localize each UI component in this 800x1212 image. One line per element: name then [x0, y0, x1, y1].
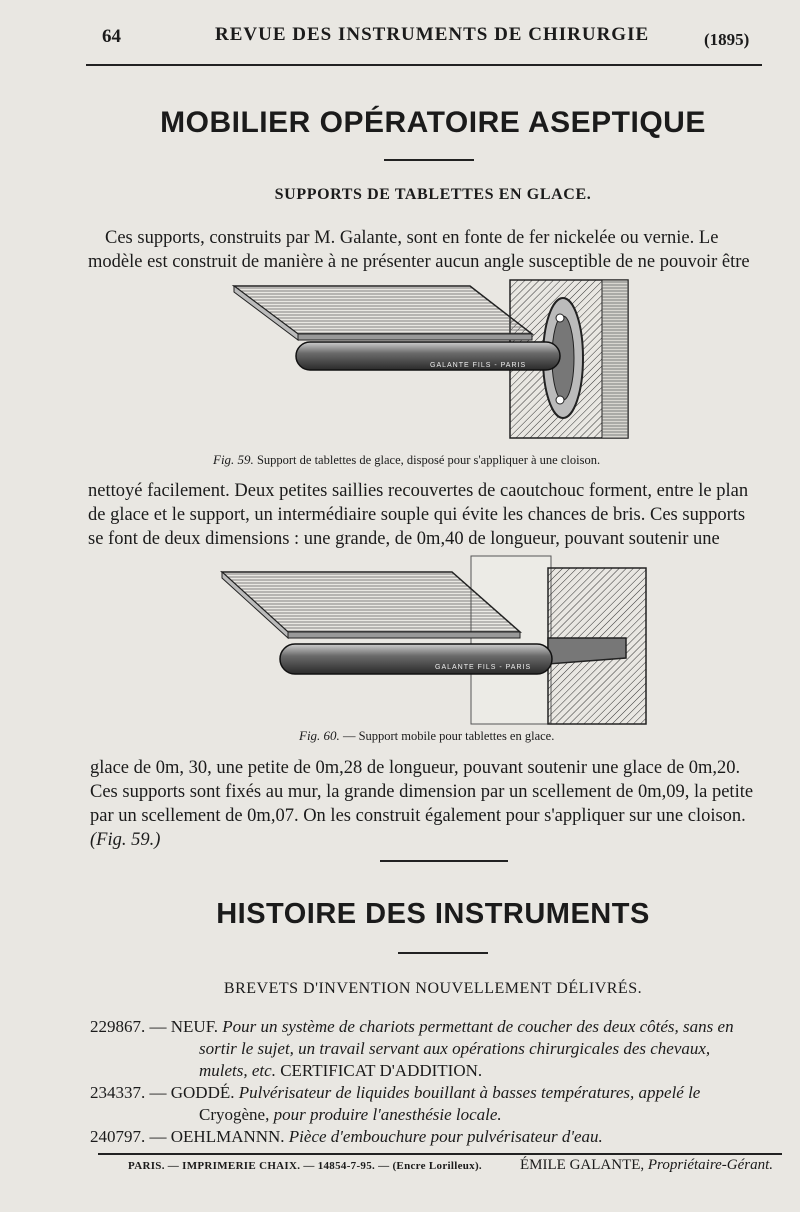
- section-separator-rule: [380, 860, 508, 862]
- patent-description: Pièce d'embouchure pour pulvérisateur d'eau.: [288, 1127, 603, 1146]
- subsection-title-brevets: BREVETS D'INVENTION NOUVELLEMENT DÉLIVRÉS.: [223, 980, 643, 997]
- figure-59-caption-ref: Fig. 59.: [213, 452, 254, 467]
- patent-description-end: mulets, etc.: [199, 1061, 276, 1080]
- subsection-title-supports: SUPPORTS DE TABLETTES EN GLACE.: [274, 186, 592, 203]
- figure-60-caption-text: — Support mobile pour tablettes en glace.: [342, 729, 555, 743]
- figure-59-caption-text: Support de tablettes de glace, disposé pour s'appliquer à une cloison.: [256, 453, 601, 467]
- publisher-credit: [520, 1157, 773, 1174]
- paragraph-line: (Fig. 59.): [90, 830, 161, 850]
- figure-60-caption: [299, 728, 554, 744]
- patent-number: 229867.: [90, 1017, 146, 1036]
- figure-59-engraving-label: GALANTE FILS - PARIS: [430, 362, 527, 369]
- paragraph-line: Ces supports sont fixés au mur, la grande dimension par un scellement de 0m,09, la petite: [90, 782, 754, 802]
- patent-description: Pour un système de chariots permettant de coucher des deux côtés, sans en: [222, 1017, 734, 1036]
- title-rule: [384, 159, 474, 161]
- patent-number: 234337.: [90, 1083, 146, 1102]
- paragraph-line: modèle est construit de manière à ne présenter aucun angle susceptible de ne pouvoir être: [88, 252, 750, 272]
- footer-rule: [98, 1153, 782, 1155]
- printer-imprint: PARIS. — IMPRIMERIE CHAIX. — 14854-7-95. — (Encre Lorilleux).: [128, 1160, 482, 1172]
- paragraph-line: Ces supports, construits par M. Galante, sont en fonte de fer nickelée ou vernie. Le: [105, 228, 719, 248]
- header-year: (1895): [704, 30, 750, 49]
- figure-60-illustration: [218, 552, 650, 727]
- patent-description-line: sortir le sujet, un travail servant aux opérations chirurgicales des chevaux,: [199, 1039, 711, 1058]
- figure-60-caption-ref: Fig. 60.: [299, 728, 340, 743]
- paragraph-line: nettoyé facilement. Deux petites saillies recouvertes de caoutchouc forment, entre le plan: [88, 481, 749, 501]
- running-title: REVUE DES INSTRUMENTS DE CHIRURGIE: [215, 24, 650, 45]
- publisher-name: ÉMILE GALANTE,: [520, 1157, 645, 1173]
- patent-holder: OEHLMANNN.: [170, 1127, 285, 1146]
- title-rule: [398, 952, 488, 954]
- patent-addition-note: CERTIFICAT D'ADDITION.: [280, 1061, 483, 1080]
- patent-holder: NEUF.: [170, 1017, 219, 1036]
- figure-59-illustration: [230, 278, 630, 443]
- patent-device-name: Cryogène,: [199, 1105, 270, 1124]
- patent-description-line: [199, 1104, 781, 1126]
- patent-entry: 234337. — GODDÉ. Pulvérisateur de liquides bouillant à basses températures, appelé le: [90, 1083, 701, 1102]
- page-number: 64: [102, 26, 121, 47]
- figure-60-engraving-label: GALANTE FILS - PARIS: [435, 664, 532, 671]
- paragraph-line: de glace et le support, un intermédiaire souple qui évite les chances de bris. Ces supports: [88, 505, 746, 525]
- patent-entry: 229867. — NEUF. Pour un système de chariots permettant de coucher des deux côtés, sans en: [90, 1017, 734, 1036]
- patent-number: 240797.: [90, 1127, 146, 1146]
- paragraph-line: se font de deux dimensions : une grande, de 0m,40 de longueur, pouvant soutenir une: [88, 529, 720, 549]
- paragraph-line: par un scellement de 0m,07. On les construit également pour s'appliquer sur une cloison.: [90, 806, 746, 826]
- publisher-role: Propriétaire-Gérant.: [647, 1157, 774, 1173]
- section-title-histoire: HISTOIRE DES INSTRUMENTS: [216, 898, 650, 930]
- figure-59-caption: [213, 452, 600, 468]
- section-title-mobilier: MOBILIER OPÉRATOIRE ASEPTIQUE: [160, 106, 706, 139]
- patent-description-end: pour produire l'anesthésie locale.: [273, 1105, 502, 1124]
- header-rule: [86, 64, 762, 66]
- patent-description: Pulvérisateur de liquides bouillant à basses températures, appelé le: [238, 1083, 701, 1102]
- patent-holder: GODDÉ.: [170, 1083, 235, 1102]
- paragraph-line: glace de 0m, 30, une petite de 0m,28 de longueur, pouvant soutenir une glace de 0m,20.: [90, 758, 741, 778]
- patent-description-line: [199, 1060, 781, 1082]
- patent-entry: 240797. — OEHLMANNN. Pièce d'embouchure pour pulvérisateur d'eau.: [90, 1127, 603, 1146]
